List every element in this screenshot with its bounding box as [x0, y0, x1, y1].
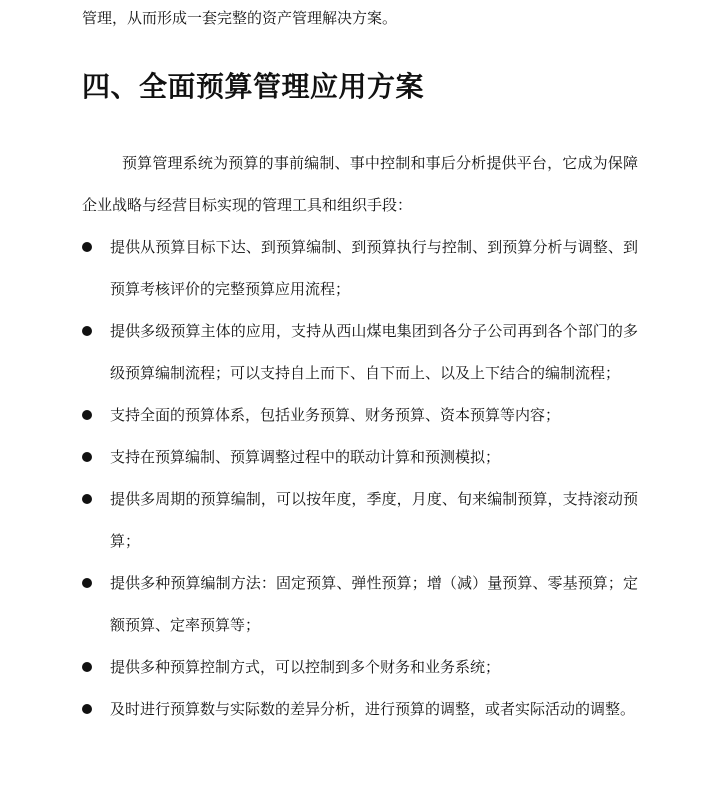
bullet-icon: [82, 410, 92, 420]
feature-list: [82, 226, 638, 730]
list-item-text: 提供多周期的预算编制，可以按年度，季度，月度、旬来编制预算，支持滚动预算；: [110, 490, 638, 550]
section-heading: 四、全面预算管理应用方案: [82, 70, 425, 103]
continuation-text: 管理，从而形成一套完整的资产管理解决方案。: [82, 9, 398, 27]
list-item-text: 提供从预算目标下达、到预算编制、到预算执行与控制、到预算分析与调整、到预算考核评价的完整预算应用流程；: [110, 238, 638, 298]
list-item-text: 及时进行预算数与实际数的差异分析，进行预算的调整，或者实际活动的调整。: [110, 700, 636, 718]
bullet-icon: [82, 578, 92, 588]
list-item-text: 提供多种预算控制方式，可以控制到多个财务和业务系统；: [110, 658, 501, 676]
list-item-text: 支持全面的预算体系，包括业务预算、财务预算、资本预算等内容；: [110, 406, 561, 424]
list-item: [82, 394, 638, 436]
bullet-icon: [82, 326, 92, 336]
bullet-icon: [82, 452, 92, 462]
list-item-text: 支持在预算编制、预算调整过程中的联动计算和预测模拟；: [110, 448, 501, 466]
bullet-icon: [82, 662, 92, 672]
list-item: [82, 562, 638, 646]
list-item: [82, 226, 638, 310]
list-item-text: 提供多级预算主体的应用，支持从西山煤电集团到各分子公司再到各个部门的多级预算编制流程；可以支持自上而下、自下而上、以及上下结合的编制流程；: [110, 322, 638, 382]
bullet-icon: [82, 704, 92, 714]
bullet-icon: [82, 494, 92, 504]
list-item: [82, 478, 638, 562]
list-item: [82, 688, 638, 730]
list-item: [82, 310, 638, 394]
list-item: [82, 436, 638, 478]
list-item-text: 提供多种预算编制方法：固定预算、弹性预算；增（减）量预算、零基预算；定额预算、定率预算等；: [110, 574, 638, 634]
bullet-icon: [82, 242, 92, 252]
list-item: [82, 646, 638, 688]
intro-paragraph: 预算管理系统为预算的事前编制、事中控制和事后分析提供平台，它成为保障企业战略与经营目标实现的管理工具和组织手段：: [82, 154, 638, 214]
